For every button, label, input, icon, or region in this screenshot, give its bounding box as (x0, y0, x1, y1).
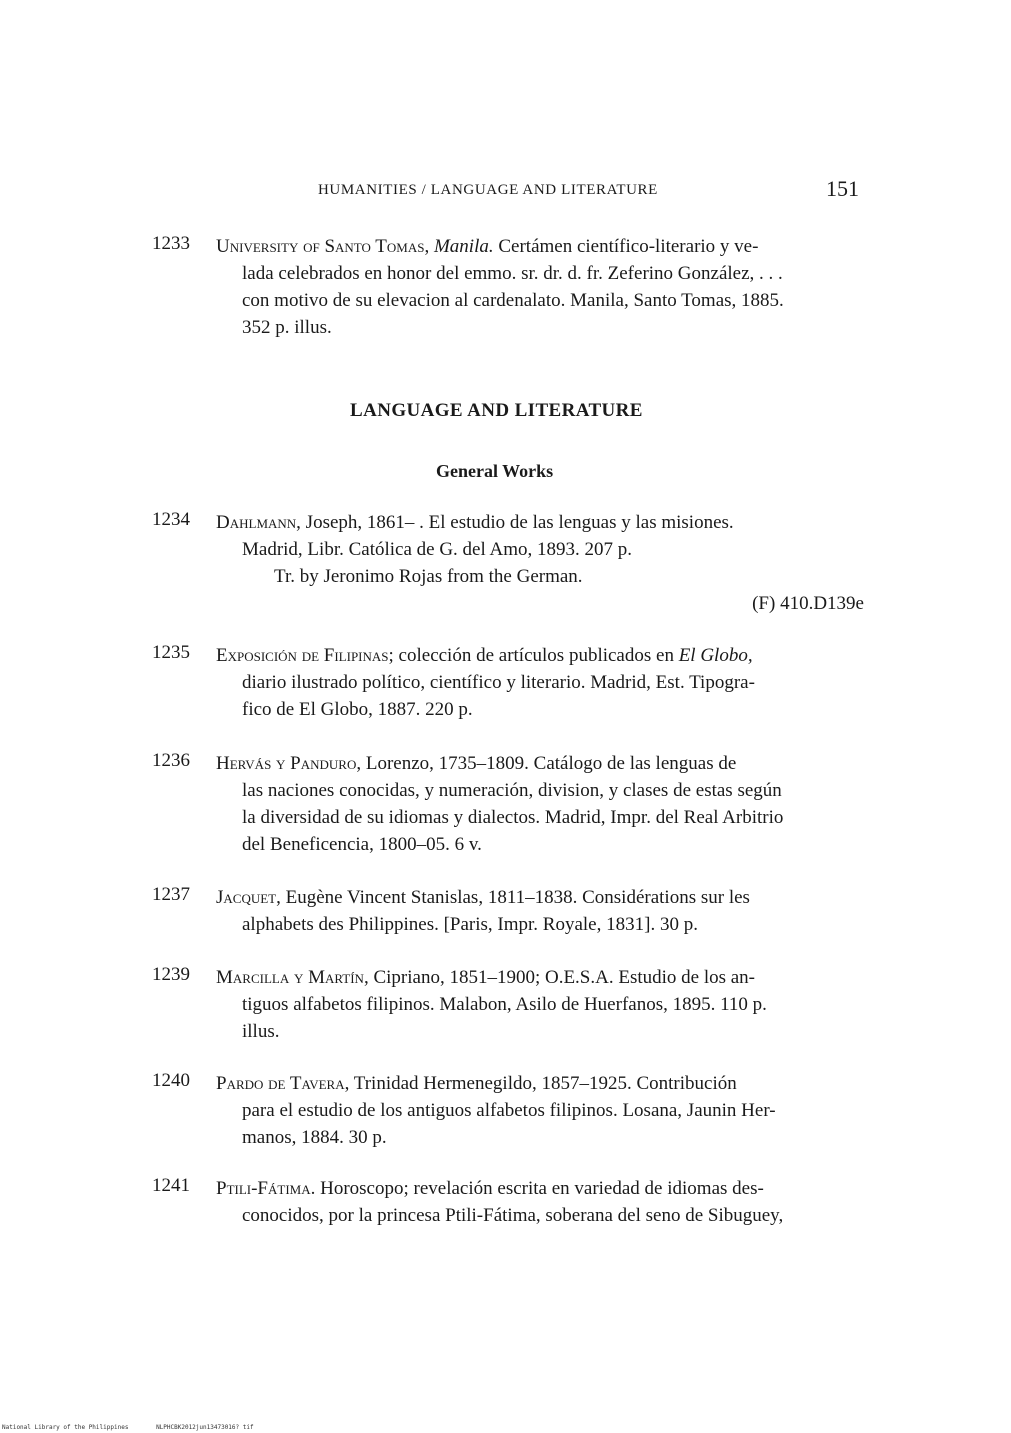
entry-line: Cipriano, 1851–1900; O.E.S.A. Estudio de los an- (373, 967, 756, 988)
entry-number: 1241 (152, 1175, 190, 1196)
entry-text (216, 509, 864, 617)
entry-line: del Beneficencia, 1800–05. 6 v. (242, 834, 482, 855)
entry-line: las naciones conocidas, y numeración, division, y clases de estas según (242, 780, 782, 801)
entry-line: Madrid, Libr. Católica de G. del Amo, 1893. 207 p. (242, 539, 632, 560)
entry-number: 1233 (152, 233, 190, 254)
entry-title-italic: El Globo, (678, 645, 753, 666)
entry-line: alphabets des Philippines. [Paris, Impr. Royale, 1831]. 30 p. (242, 914, 698, 935)
entry-author: Exposición de Filipinas; (216, 645, 394, 666)
entry-text (216, 642, 864, 723)
entry-line: Certámen científico-literario y ve- (498, 236, 759, 257)
section-title: LANGUAGE AND LITERATURE (350, 400, 643, 421)
entry-line: illus. (242, 1021, 280, 1042)
entry-text (216, 750, 864, 858)
entry-line: Horoscopo; revelación escrita en variedad de idiomas des- (320, 1178, 764, 1199)
scan-footer (2, 1424, 278, 1431)
entry-author: Ptili-Fátima. (216, 1178, 316, 1199)
entry-line: la diversidad de su idiomas y dialectos. Madrid, Impr. del Real Arbitrio (242, 807, 784, 828)
call-number: (F) 410.D139e (752, 593, 864, 614)
entry-author: Hervás y Panduro, (216, 753, 362, 774)
entry-line: conocidos, por la princesa Ptili-Fátima, soberana del seno de Sibuguey, (242, 1205, 784, 1226)
entry-author: Pardo de Tavera, (216, 1073, 350, 1094)
entry-line: lada celebrados en honor del emmo. sr. dr. d. fr. Zeferino González, . . . (242, 263, 783, 284)
entry-line: Joseph, 1861– . El estudio de las lenguas y las misiones. (305, 512, 734, 533)
entry-text (216, 1070, 864, 1151)
entry-number: 1235 (152, 642, 190, 663)
entry-line: Eugène Vincent Stanislas, 1811–1838. Considérations sur les (285, 887, 750, 908)
entry-author: Jacquet, (216, 887, 281, 908)
entry-line: colección de artículos publicados en (398, 645, 674, 666)
entry-number: 1234 (152, 509, 190, 530)
entry-author: Dahlmann, (216, 512, 301, 533)
entry-line: con motivo de su elevacion al cardenalato. Manila, Santo Tomas, 1885. (242, 290, 784, 311)
entry-line: manos, 1884. 30 p. (242, 1127, 387, 1148)
entry-line: diario ilustrado político, científico y literario. Madrid, Est. Tipogra- (242, 672, 755, 693)
entry-place: Manila. (433, 236, 494, 257)
entry-text (216, 1175, 864, 1229)
entry-number: 1237 (152, 884, 190, 905)
entry-number: 1240 (152, 1070, 190, 1091)
subsection-title: General Works (436, 461, 554, 481)
entry-text (216, 964, 864, 1045)
entry-number: 1236 (152, 750, 190, 771)
entry-number: 1239 (152, 964, 190, 985)
running-head: HUMANITIES / LANGUAGE AND LITERATURE (318, 182, 658, 198)
entry-author: University of Santo Tomas, (216, 236, 430, 257)
entry-note: Tr. by Jeronimo Rojas from the German. (274, 566, 583, 587)
entry-line: Trinidad Hermenegildo, 1857–1925. Contribución (353, 1073, 737, 1094)
entry-line: para el estudio de los antiguos alfabetos filipinos. Losana, Jaunin Her- (242, 1100, 776, 1121)
page-number: 151 (826, 176, 859, 201)
entry-text (216, 884, 864, 938)
entry-text (216, 233, 864, 341)
entry-line: tiguos alfabetos filipinos. Malabon, Asilo de Huerfanos, 1895. 110 p. (242, 994, 767, 1015)
entry-line: Lorenzo, 1735–1809. Catálogo de las lenguas de (365, 753, 737, 774)
footer-file-id: NLPHCBK2012jun13473016? tif (156, 1424, 254, 1431)
entry-line: 352 p. illus. (242, 317, 332, 338)
entry-author: Marcilla y Martín, (216, 967, 369, 988)
entry-line: fico de El Globo, 1887. 220 p. (242, 699, 473, 720)
footer-library: National Library of the Philippines (2, 1424, 129, 1431)
